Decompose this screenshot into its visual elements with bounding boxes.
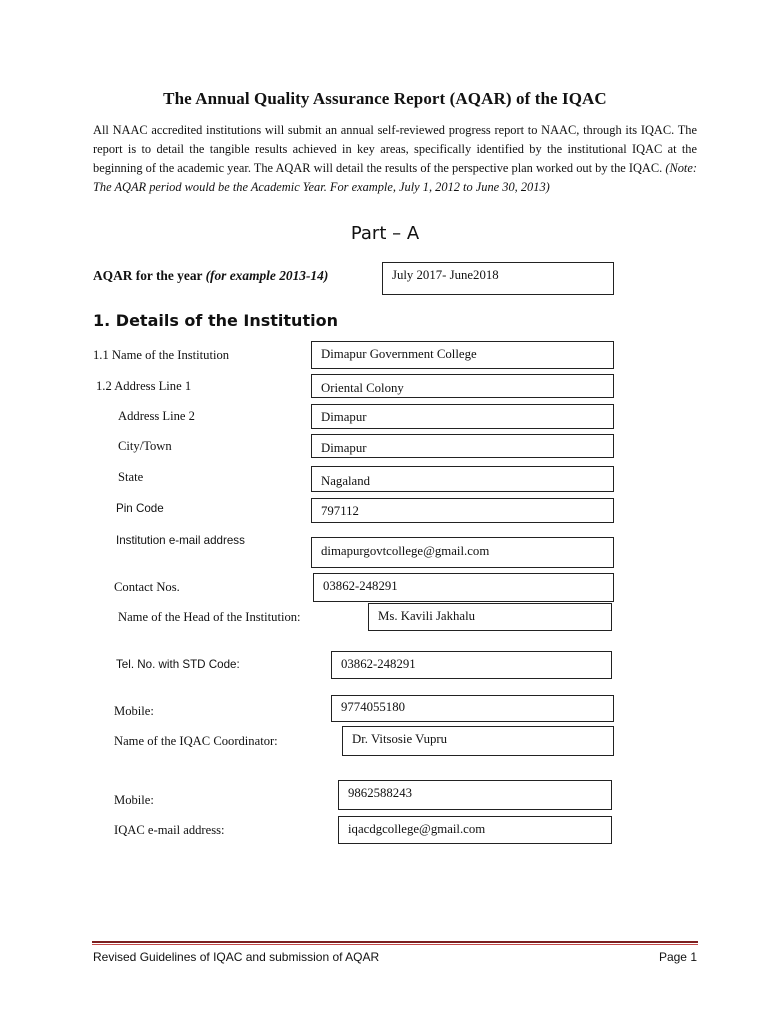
mobile-head-field[interactable]: 9774055180	[331, 695, 614, 722]
mobile-coordinator-label: Mobile:	[114, 793, 154, 807]
footer-divider	[92, 941, 698, 943]
tel-std-field[interactable]: 03862-248291	[331, 651, 612, 679]
address-line2-field[interactable]: Dimapur	[311, 404, 614, 429]
institution-email-label: Institution e-mail address	[116, 534, 245, 547]
mobile-coordinator-field[interactable]: 9862588243	[338, 780, 612, 810]
head-of-institution-field[interactable]: Ms. Kavili Jakhalu	[368, 603, 612, 631]
document-title: The Annual Quality Assurance Report (AQAR) of the IQAC	[163, 89, 607, 108]
aqar-year-label	[93, 268, 328, 284]
page-number: Page 1	[658, 950, 697, 964]
city-field[interactable]: Dimapur	[311, 434, 614, 458]
iqac-coordinator-field[interactable]: Dr. Vitsosie Vupru	[342, 726, 614, 756]
iqac-email-label: IQAC e-mail address:	[114, 823, 225, 837]
footer-text: Revised Guidelines of IQAC and submission of AQAR	[93, 950, 380, 964]
section-heading: 1. Details of the Institution	[93, 311, 338, 330]
footer-divider-thin	[92, 944, 698, 945]
contact-nos-label: Contact Nos.	[114, 580, 180, 594]
tel-std-label: Tel. No. with STD Code:	[116, 658, 240, 671]
part-heading: Part – A	[350, 223, 420, 244]
state-field[interactable]: Nagaland	[311, 466, 614, 492]
address-line1-field[interactable]: Oriental Colony	[311, 374, 614, 398]
address-line2-label: Address Line 2	[118, 409, 195, 423]
city-label: City/Town	[118, 439, 172, 453]
institution-name-label: 1.1 Name of the Institution	[93, 348, 230, 362]
iqac-coordinator-label: Name of the IQAC Coordinator:	[114, 734, 278, 748]
contact-nos-field[interactable]: 03862-248291	[313, 573, 614, 602]
intro-text: All NAAC accredited institutions will submit an annual self-reviewed progress report to NAAC, through its IQAC. The report is to detail the tangible results achieved in key areas, specifically identified by the institutional IQAC at the beginning of the academic year. The AQAR will detail the results of the perspective plan worked out by the IQAC.	[93, 123, 697, 175]
intro-note: (Note: The AQAR period would be the Academic Year. For example, July 1, 2012 to June 30, 2013)	[93, 161, 697, 194]
mobile-head-label: Mobile:	[114, 704, 154, 718]
address-line1-label: 1.2 Address Line 1	[96, 379, 192, 393]
aqar-year-label-text: AQAR for the year	[93, 268, 206, 283]
aqar-year-field[interactable]: July 2017- June2018	[382, 262, 614, 295]
institution-name-field[interactable]: Dimapur Government College	[311, 341, 614, 369]
state-label: State	[118, 470, 144, 484]
iqac-email-field[interactable]: iqacdgcollege@gmail.com	[338, 816, 612, 844]
pin-code-label: Pin Code	[116, 502, 164, 515]
institution-email-field[interactable]: dimapurgovtcollege@gmail.com	[311, 537, 614, 568]
head-of-institution-label: Name of the Head of the Institution:	[118, 610, 301, 624]
aqar-year-example: (for example 2013-14)	[205, 268, 329, 283]
pin-code-field[interactable]: 797112	[311, 498, 614, 523]
intro-paragraph	[93, 121, 697, 197]
